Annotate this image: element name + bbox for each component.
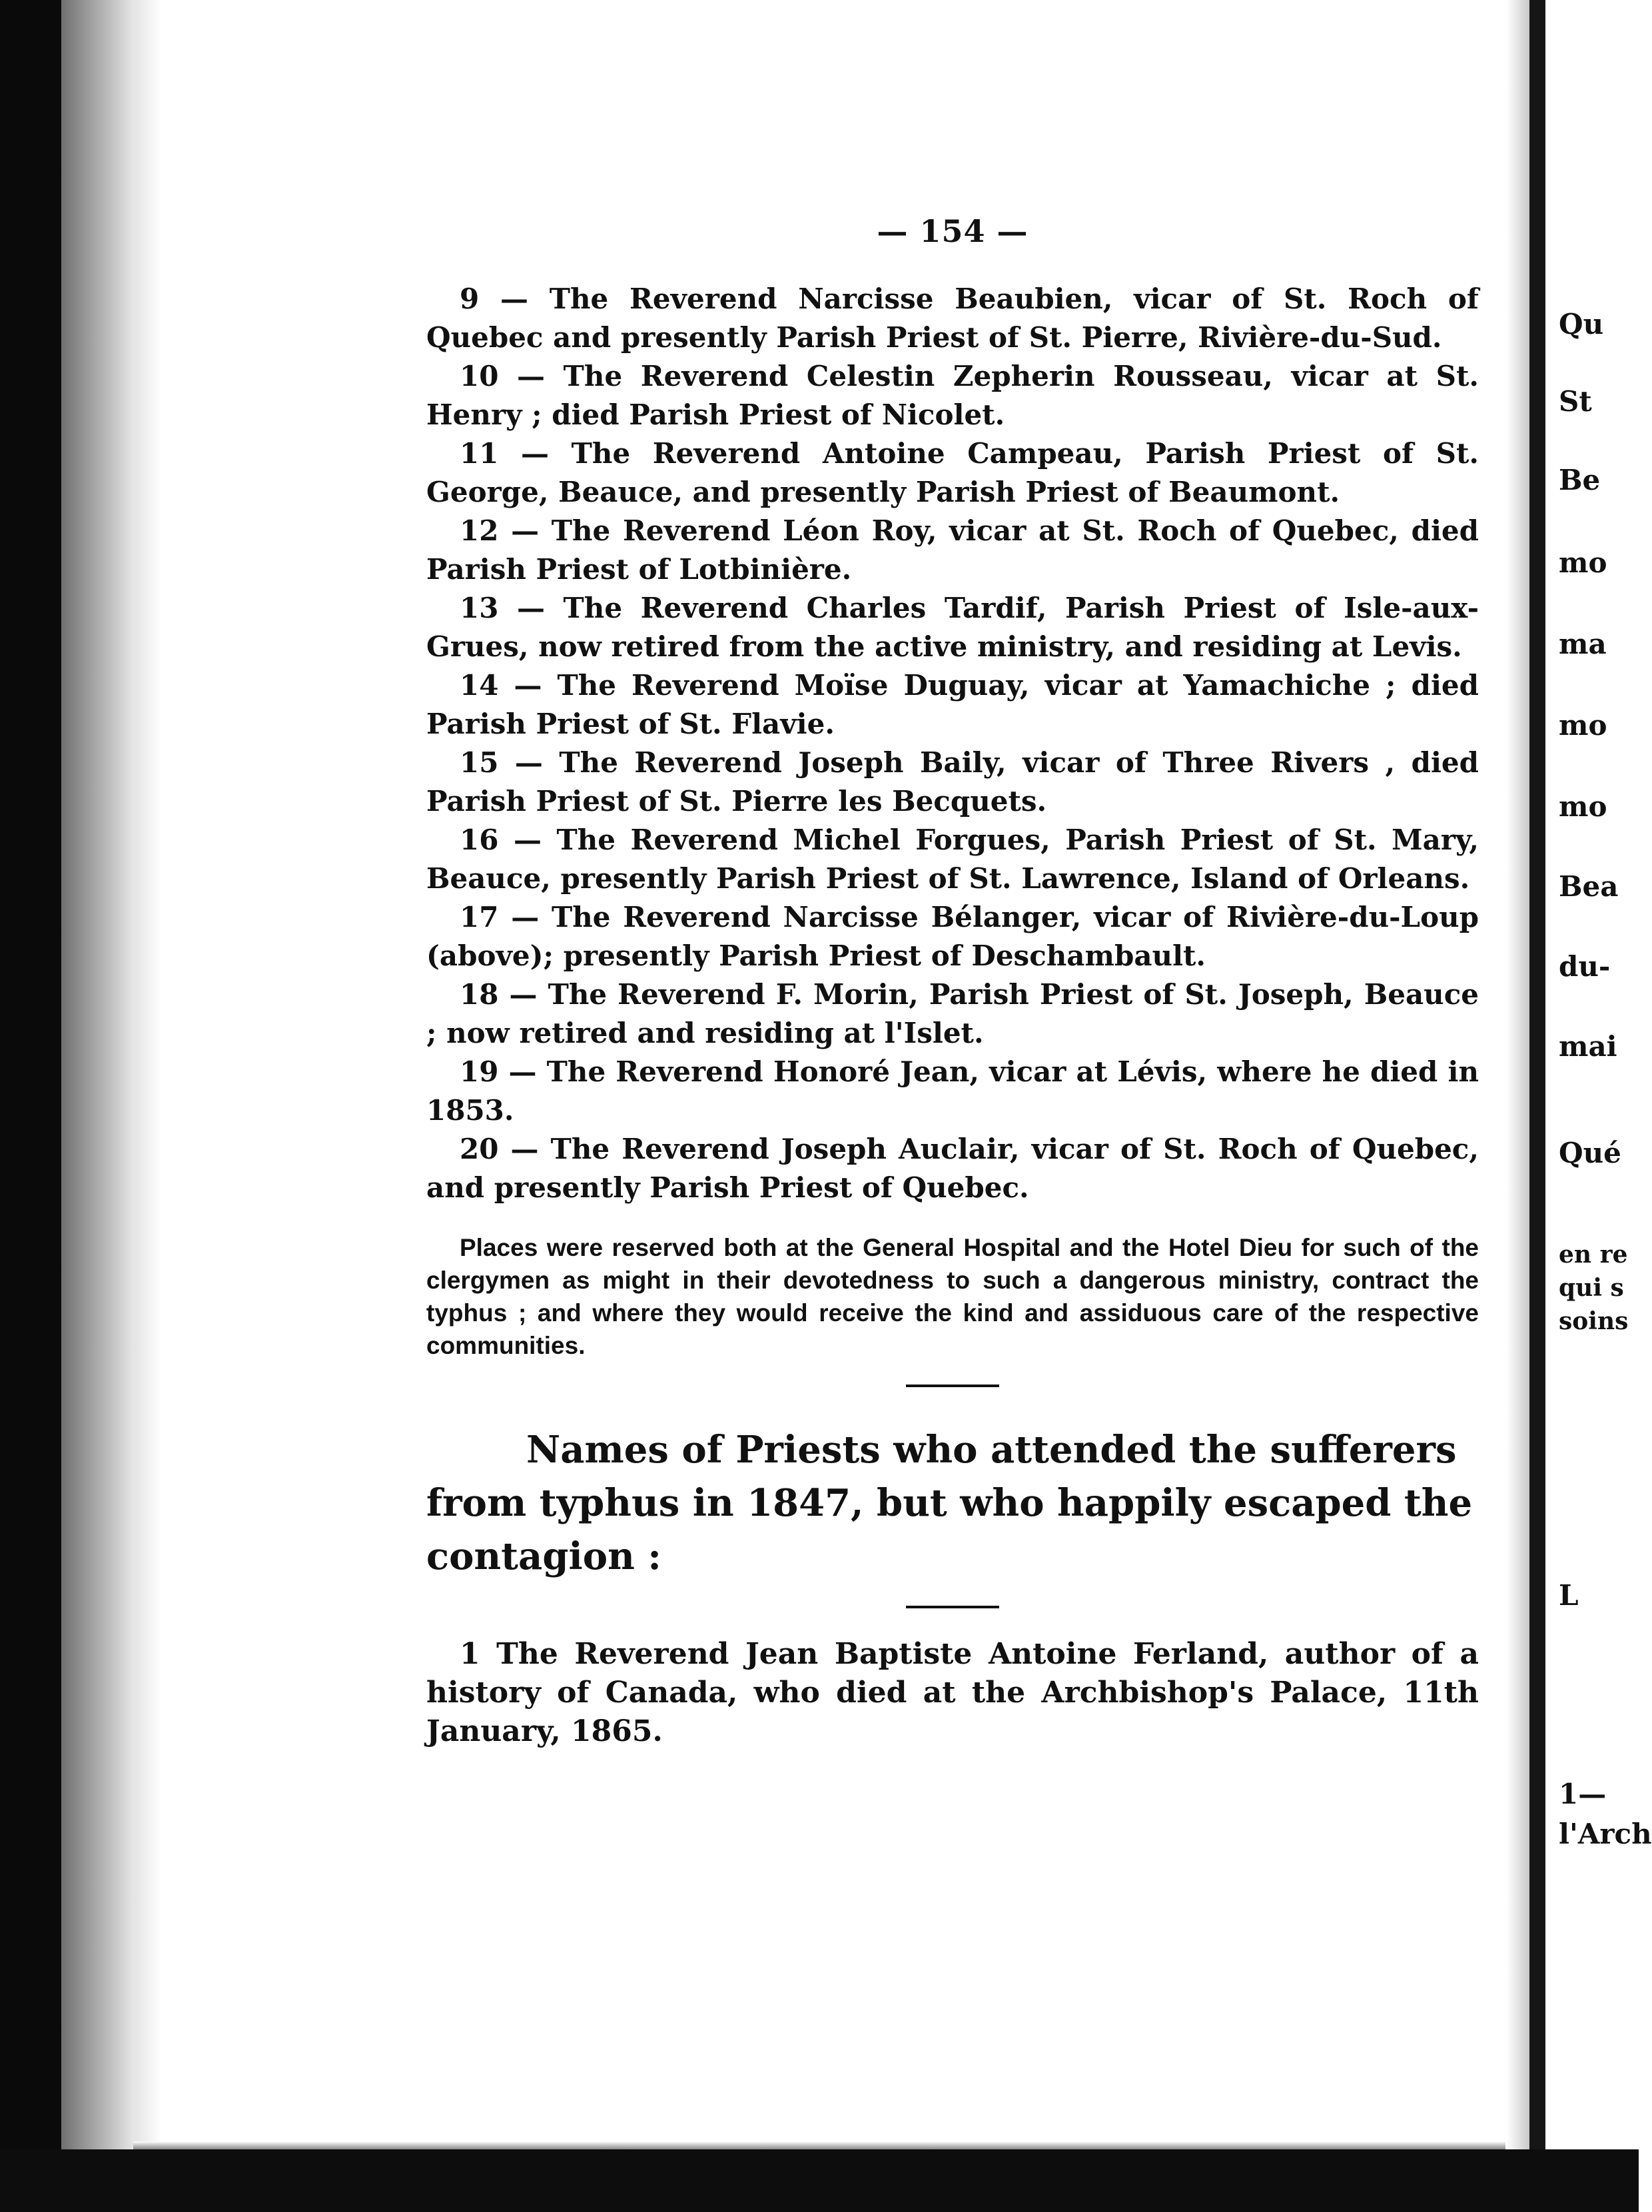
list-item: 15 — The Reverend Joseph Baily, vicar of Three Rivers , died Parish Priest of St. Pierre les Becquets.	[426, 746, 1479, 818]
divider	[906, 1384, 999, 1387]
right-page-fragment: mo	[1559, 790, 1607, 823]
right-page-fragment: en re	[1559, 1241, 1628, 1269]
list-item: 9 — The Reverend Narcisse Beaubien, vicar of St. Roch of Quebec and presently Parish Priest of St. Pierre, Rivière-du-Sud.	[426, 282, 1479, 354]
left-page	[426, 213, 1479, 1751]
footnote: Places were reserved both at the General Hospital and the Hotel Dieu for such of the clergymen as might in their devotedness to such a dangerous ministry, contract the typhus ; and where they would receive the kind and assiduous care of the respective communities.	[426, 1234, 1479, 1359]
list-item: 20 — The Reverend Joseph Auclair, vicar of St. Roch of Quebec, and presently Parish Priest of Quebec.	[426, 1133, 1479, 1204]
right-page-fragment: l'Arch	[1559, 1818, 1652, 1850]
right-page-fragment: St	[1559, 385, 1592, 418]
right-page-fragment: L	[1559, 1579, 1579, 1612]
page-edge-fade	[135, 0, 161, 2212]
list-item: 10 — The Reverend Celestin Zepherin Rousseau, vicar at St. Henry ; died Parish Priest of Nicolet.	[426, 360, 1479, 431]
section-heading: Names of Priests who attended the sufferers from typhus in 1847, but who happily escaped the contagion :	[426, 1428, 1473, 1578]
right-page-fragment: soins	[1559, 1307, 1629, 1335]
right-page-fragment: Bea	[1559, 870, 1619, 903]
list-item: 13 — The Reverend Charles Tardif, Parish Priest of Isle-aux-Grues, now retired from the active ministry, and residing at Levis.	[426, 592, 1479, 663]
right-page-fragment: ma	[1559, 628, 1607, 660]
right-page-fragment: 1—	[1559, 1778, 1607, 1810]
gutter-shadow	[1507, 0, 1529, 2165]
scan-left-margin	[0, 0, 61, 2212]
list-item: 11 — The Reverend Antoine Campeau, Parish Priest of St. George, Beauce, and presently Parish Priest of Beaumont.	[426, 437, 1479, 508]
list-item: 17 — The Reverend Narcisse Bélanger, vicar of Rivière-du-Loup (above); presently Parish Priest of Deschambault.	[426, 901, 1479, 972]
right-page-fragment: mai	[1559, 1030, 1617, 1063]
right-page-fragment: mo	[1559, 709, 1607, 742]
right-page-fragment: qui s	[1559, 1274, 1624, 1302]
list-item: 12 — The Reverend Léon Roy, vicar at St. Roch of Quebec, died Parish Priest of Lotbinière.	[426, 514, 1479, 586]
list-item: 16 — The Reverend Michel Forgues, Parish Priest of St. Mary, Beauce, presently Parish Priest of St. Lawrence, Island of Orleans.	[426, 824, 1479, 895]
list-item: 19 — The Reverend Honoré Jean, vicar at Lévis, where he died in 1853.	[426, 1055, 1479, 1127]
right-page-fragment: Qu	[1559, 308, 1604, 340]
right-page-fragment: du-	[1559, 950, 1611, 983]
right-page-fragment: Be	[1559, 464, 1601, 496]
scan-bottom-margin	[0, 2149, 1639, 2212]
list-item: 18 — The Reverend F. Morin, Parish Priest of St. Joseph, Beauce ; now retired and residing at l'Islet.	[426, 978, 1479, 1049]
page-edge-shadow	[61, 0, 135, 2212]
book-gutter	[1529, 0, 1545, 2165]
right-page-fragment: Qué	[1559, 1137, 1621, 1169]
right-page-fragment: mo	[1559, 546, 1607, 579]
page-bottom-shadow	[133, 2141, 1505, 2149]
list-item: 14 — The Reverend Moïse Duguay, vicar at Yamachiche ; died Parish Priest of St. Flavie.	[426, 669, 1479, 740]
list-item: 1 The Reverend Jean Baptiste Antoine Ferland, author of a history of Canada, who died at the Archbishop's Palace, 11th January, 1865.	[426, 1637, 1479, 1748]
divider	[906, 1606, 999, 1608]
page-number: — 154 —	[877, 213, 1029, 249]
